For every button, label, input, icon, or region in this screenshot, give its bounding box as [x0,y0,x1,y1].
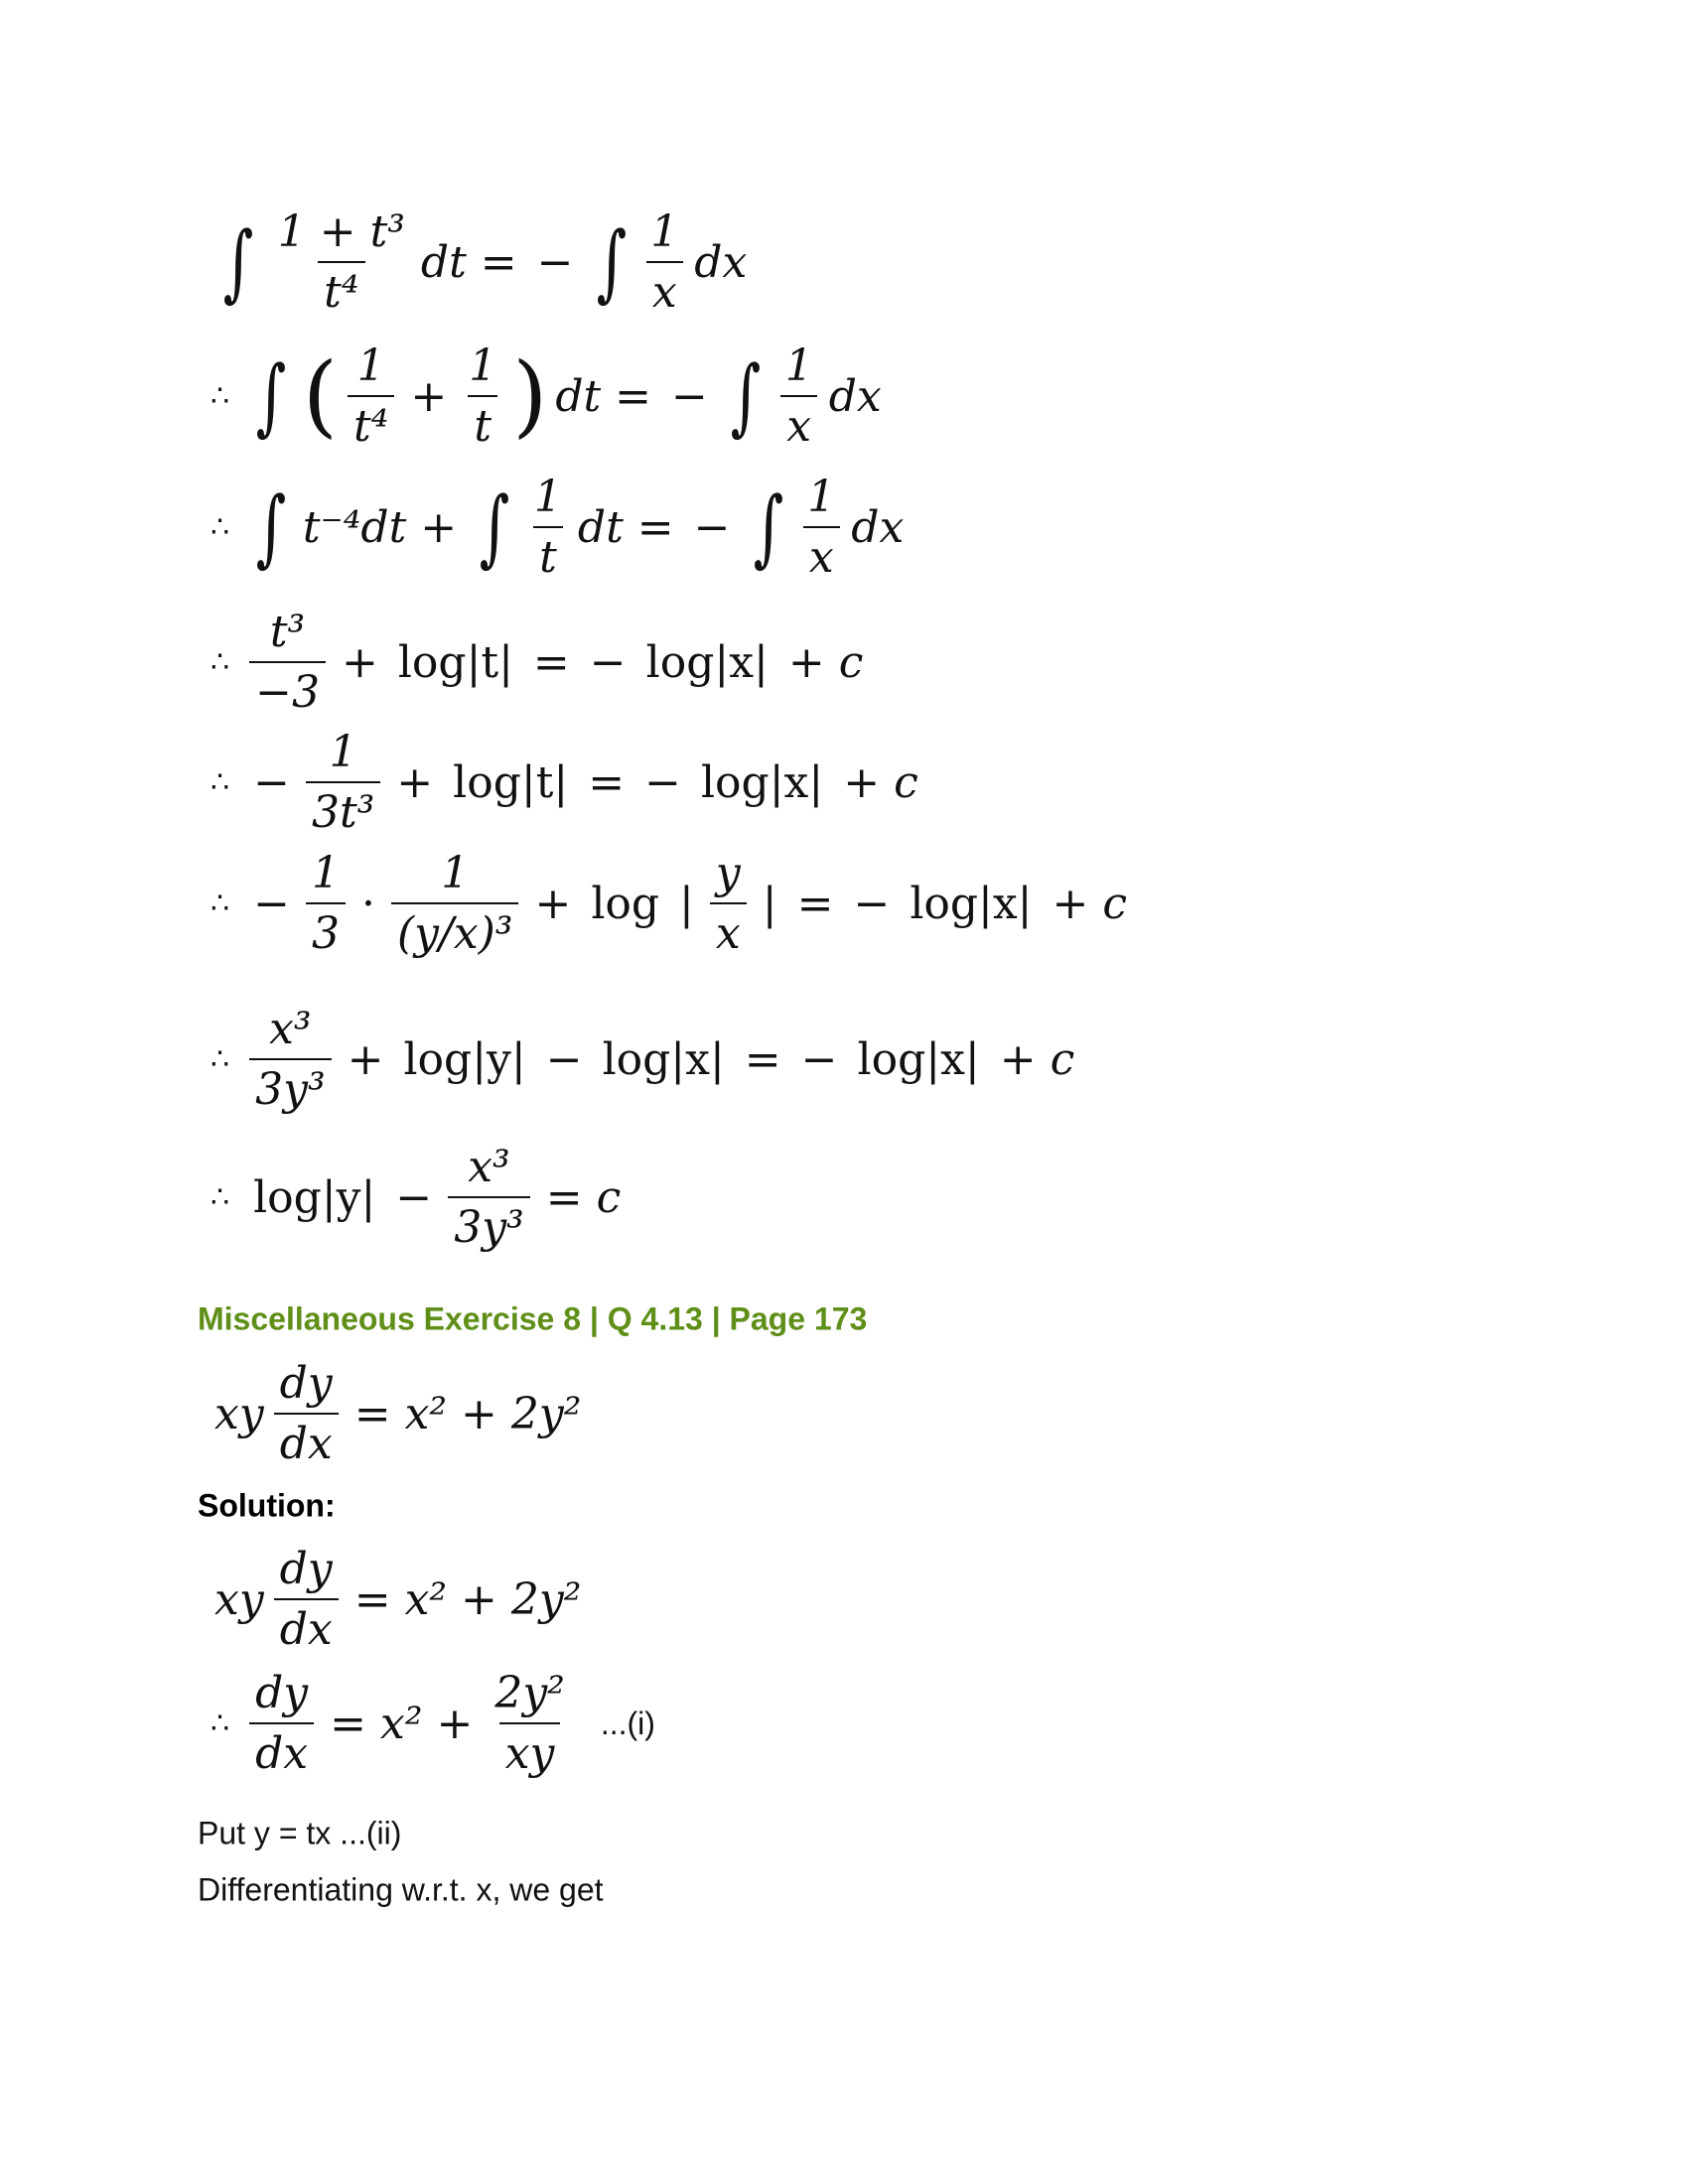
denominator: 3 [306,902,346,959]
math-operator: | [762,878,777,929]
numerator: 1 [807,472,836,522]
math-operator: log|x| [910,878,1033,929]
fraction [457,341,508,452]
integral-sign: ∫ [596,213,627,311]
fraction [704,848,753,959]
numerator: y [715,848,741,898]
fraction [774,341,825,452]
solution-equation [211,1668,655,1779]
question-equation [211,1358,585,1469]
math-term: dx [694,236,748,288]
math-term: 2y² [510,1388,582,1439]
fraction [300,727,386,838]
numerator: dy [279,1358,333,1409]
math-operator: − [253,878,290,929]
math-term: dx [828,370,882,422]
math-operator: − [644,756,681,808]
math-operator: log|x| [700,756,824,808]
math-operator: − [853,878,891,929]
math-term: x² [380,1698,423,1749]
denominator: x [710,902,747,959]
numerator: 2y² [494,1668,565,1718]
equation-line [211,848,1131,959]
denominator: 3t³ [306,781,380,838]
math-term: xy [214,1388,264,1439]
numerator: 1 [469,341,497,391]
fraction [300,848,352,959]
math-term: dt [555,370,602,422]
fraction [243,607,332,718]
numerator: dy [255,1668,309,1718]
integral-sign: ∫ [255,347,287,445]
substitution-text: Put y = tx ...(ii) [198,1815,402,1851]
math-term: t⁻⁴dt [302,501,407,553]
math-operator: − [800,1033,838,1085]
therefore-symbol: ∴ [211,1706,230,1741]
fraction [268,1358,345,1469]
math-operator: = [615,370,652,422]
denominator: t [468,395,497,452]
fraction [342,341,400,452]
therefore-symbol: ∴ [211,764,230,800]
math-operator: = [532,636,570,688]
denominator: xy [499,1722,561,1779]
integral-sign: ∫ [479,478,510,576]
integral-sign: ∫ [222,213,254,311]
therefore-symbol: ∴ [211,1041,230,1077]
math-operator: − [693,501,731,553]
math-operator: = [353,1573,391,1625]
math-operator: log|x| [857,1033,980,1085]
equation-line [211,1004,1078,1115]
denominator: (y/x)³ [391,902,518,959]
math-operator: + [436,1698,474,1749]
numerator: 1 [356,341,385,391]
math-operator: + [843,756,881,808]
math-operator: + [341,636,378,688]
fraction [638,206,690,318]
integral-sign: ∫ [753,478,783,576]
numerator: x³ [269,1004,312,1054]
numerator: 1 [650,206,679,257]
numerator: x³ [468,1142,510,1192]
math-operator: = [588,756,626,808]
equation-line [211,727,922,838]
denominator: t [533,526,563,583]
math-operator: = [636,501,674,553]
denominator: 3y³ [448,1196,530,1253]
fraction [442,1142,536,1253]
math-term: c [894,756,918,808]
numerator: t³ [269,607,306,657]
numerator: 1 [533,472,562,522]
math-operator: − [589,636,627,688]
integral-sign: ∫ [730,347,762,445]
math-operator: = [353,1388,391,1439]
fraction [522,472,574,583]
math-operator: + [787,636,825,688]
denominator: x [803,526,840,583]
numerator: 1 + t³ [277,206,405,257]
equation-line [211,206,751,318]
math-operator: log|y| [403,1033,526,1085]
math-operator: + [410,370,448,422]
exercise-heading: Miscellaneous Exercise 8 | Q 4.13 | Page 173 [198,1300,868,1337]
denominator: t⁴ [318,261,364,318]
therefore-symbol: ∴ [211,1179,230,1215]
equation-line [211,607,867,718]
math-operator: − [536,236,574,288]
integral-sign: ∫ [255,478,287,576]
denominator: x [780,395,817,452]
denominator: −3 [249,661,326,718]
therefore-symbol: ∴ [211,378,230,414]
math-operator: = [480,236,517,288]
denominator: dx [274,1413,339,1469]
fraction [268,1544,345,1655]
equation-line [211,341,886,452]
math-term: c [1102,878,1128,929]
math-operator: − [671,370,708,422]
denominator: 3y³ [249,1058,332,1115]
math-operator: − [253,756,290,808]
math-operator: log|t| [453,756,569,808]
fraction [483,1668,577,1779]
math-term: xy [214,1573,264,1625]
math-operator: − [545,1033,583,1085]
math-term: c [838,636,864,688]
math-term: 2y² [510,1573,582,1625]
numerator: dy [279,1544,333,1594]
math-operator: + [534,878,572,929]
math-term: dx [851,501,905,553]
math-operator: = [545,1171,583,1223]
math-term: c [1050,1033,1075,1085]
solution-equation [211,1544,585,1655]
numerator: 1 [329,727,357,777]
differentiating-text: Differentiating w.r.t. x, we get [198,1871,604,1908]
math-operator: log [591,878,660,929]
numerator: 1 [784,341,813,391]
math-operator: = [796,878,834,929]
fraction [243,1004,338,1115]
math-operator: + [461,1388,497,1439]
math-term: x² [404,1573,448,1625]
fraction [266,206,417,318]
numerator: 1 [441,848,470,898]
equation-line [211,1142,625,1253]
math-operator: log|x| [645,636,769,688]
equation-tag: ...(i) [600,1705,655,1741]
numerator: 1 [311,848,340,898]
denominator: dx [274,1598,339,1655]
math-operator: log|x| [602,1033,725,1085]
math-operator: + [396,756,434,808]
fraction [243,1668,320,1779]
math-operator: + [1052,878,1089,929]
math-term: dt [577,501,624,553]
math-operator: + [420,501,458,553]
math-operator: log|t| [397,636,513,688]
therefore-symbol: ∴ [211,644,230,680]
fraction [795,472,847,583]
equation-line [211,472,908,583]
parenthesis: ) [512,343,548,448]
math-operator: + [347,1033,384,1085]
denominator: dx [249,1722,314,1779]
fraction [385,848,524,959]
math-operator: − [395,1171,433,1223]
therefore-symbol: ∴ [211,886,230,921]
math-term: c [596,1171,622,1223]
math-operator: + [461,1573,497,1625]
solution-label: Solution: [198,1487,336,1524]
therefore-symbol: ∴ [211,509,230,545]
math-operator: · [360,878,375,929]
math-operator: + [999,1033,1037,1085]
math-operator: | [679,878,694,929]
math-term: dt [420,236,467,288]
denominator: t⁴ [348,395,394,452]
parenthesis: ( [302,343,338,448]
math-term: x² [404,1388,448,1439]
math-operator: = [330,1698,366,1749]
denominator: x [646,261,683,318]
math-operator: = [744,1033,781,1085]
math-operator: log|y| [253,1171,376,1223]
